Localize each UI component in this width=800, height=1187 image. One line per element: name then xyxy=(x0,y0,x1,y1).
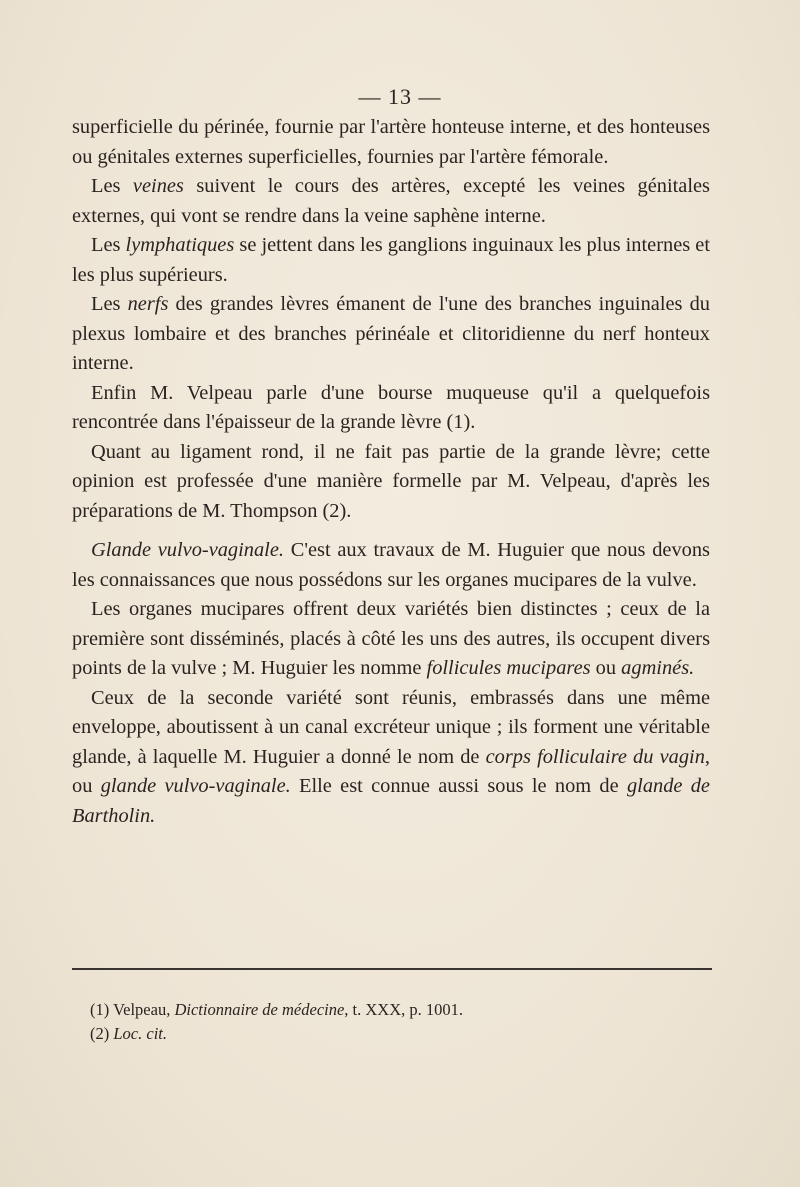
paragraph xyxy=(72,290,710,379)
paragraph xyxy=(72,379,710,438)
text-run: , ou xyxy=(72,745,711,797)
text-run: ou xyxy=(590,657,622,679)
italic-text: nerfs xyxy=(127,293,169,315)
text-run: superficielle du périnée, fournie par l'artère honteuse interne, et des honteuses ou génitales externes superficielles, fournies par l'artère fémorale. xyxy=(72,116,710,168)
paragraph xyxy=(72,231,710,290)
italic-text: Dictionnaire de médecine xyxy=(174,1000,345,1019)
text-run: Les xyxy=(91,234,126,256)
text-run: (2) xyxy=(90,1024,114,1043)
footnote xyxy=(90,1022,710,1046)
text-run: Enfin M. Velpeau parle d'une bourse muqueuse qu'il a quelquefois rencontrée dans l'épaisseur de la grande lèvre (1). xyxy=(72,381,710,433)
italic-text: corps folliculaire du vagin xyxy=(485,745,705,768)
footnote-separator xyxy=(72,968,712,970)
text-run: Elle est connue aussi sous le nom de xyxy=(290,775,627,797)
italic-text: agminés. xyxy=(621,657,695,679)
text-run: Les organes mucipares offrent deux variétés bien distinctes ; ceux de la première sont disséminés, placés à côté les uns des autres, ils occupent divers points de la vulve ; M. Huguier les nomme xyxy=(72,598,710,679)
body-text xyxy=(72,113,710,831)
paragraph xyxy=(72,438,710,527)
italic-text: glande de Bartholin. xyxy=(72,775,710,827)
footnotes xyxy=(90,998,710,1046)
text-run: des grandes lèvres émanent de l'une des branches inguinales du plexus lombaire et des branches périnéale et clitoridienne du nerf honteux interne. xyxy=(72,293,710,374)
italic-text: follicules mucipares xyxy=(426,657,591,679)
italic-text: veines xyxy=(132,175,184,197)
text-run: Ceux de la seconde variété sont réunis, embrassés dans une même enveloppe, aboutissent à un canal excréteur unique ; ils forment une véritable glande, à laquelle M. Huguier a donné le nom de xyxy=(72,686,710,768)
paragraph xyxy=(72,113,710,172)
text-run: (1) Velpeau, xyxy=(90,1000,175,1019)
text-run: Les xyxy=(91,293,128,315)
italic-text: Loc. cit. xyxy=(113,1024,167,1043)
footnote xyxy=(90,998,710,1022)
text-run: Quant au ligament rond, il ne fait pas partie de la grande lèvre; cette opinion est professée d'une manière formelle par M. Velpeau, d'après les préparations de M. Thompson (2). xyxy=(72,440,710,522)
paragraph xyxy=(72,536,710,595)
italic-text: lymphatiques xyxy=(125,234,235,256)
italic-text: glande vulvo-vaginale. xyxy=(100,775,291,797)
text-run: se jettent dans les ganglions inguinaux les plus internes et les plus supérieurs. xyxy=(72,234,710,286)
paragraph xyxy=(72,172,710,231)
text-run: C'est aux travaux de M. Huguier que nous devons les connaissances que nous possédons sur les organes mucipares de la vulve. xyxy=(72,539,710,591)
paragraph xyxy=(72,595,710,684)
text-run: Les xyxy=(91,175,133,197)
text-run: , t. XXX, p. 1001. xyxy=(344,1000,464,1019)
italic-text: Glande vulvo-vaginale. xyxy=(91,539,284,561)
paragraph xyxy=(72,684,710,832)
page-number: — 13 — xyxy=(358,84,442,109)
text-run: suivent le cours des artères, excepté les veines génitales externes, qui vont se rendre dans la veine saphène interne. xyxy=(72,175,710,227)
